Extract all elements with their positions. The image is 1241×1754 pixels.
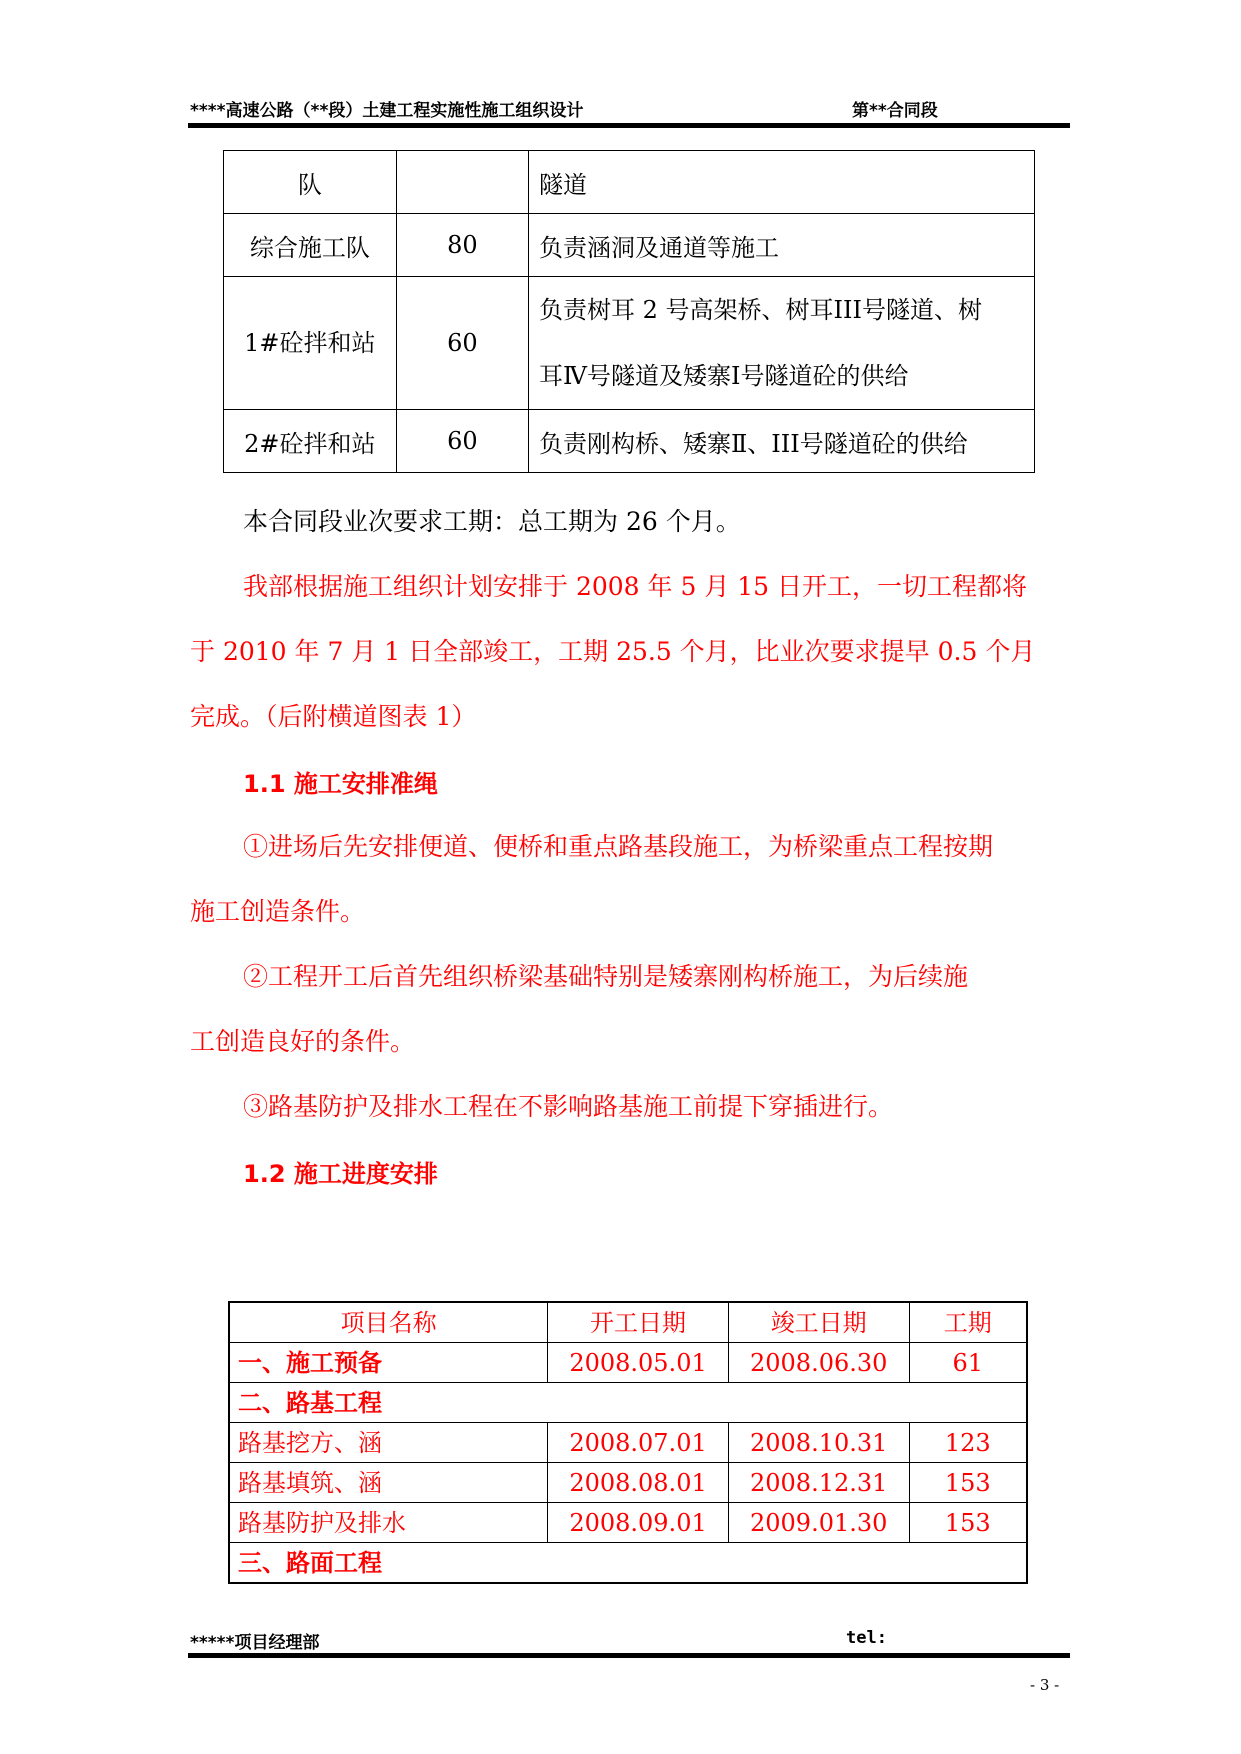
duty-line-2: 耳Ⅳ号隧道及矮寨Ⅰ号隧道砼的供给 — [539, 362, 909, 390]
category-cell: 二、路基工程 — [229, 1383, 1027, 1423]
section-heading-1-2: 1.2 施工进度安排 — [243, 1160, 438, 1188]
team-table — [223, 150, 1035, 473]
item-name-cell: 路基填筑、涵 — [229, 1463, 548, 1503]
duration-cell: 123 — [909, 1423, 1027, 1463]
end-date-cell: 2008.12.31 — [728, 1463, 909, 1503]
column-header: 竣工日期 — [728, 1302, 909, 1343]
schedule-line-2: 于 2010 年 7 月 1 日全部竣工，工期 25.5 个月，比业次要求提早 0.5 个月 — [190, 637, 1036, 666]
duration-cell: 61 — [909, 1343, 1027, 1383]
team-name-cell: 队 — [224, 151, 397, 214]
table-row — [229, 1543, 1027, 1584]
header-rule — [188, 123, 1070, 128]
category-cell: 三、路面工程 — [229, 1543, 1027, 1584]
page-footer — [188, 1628, 1068, 1652]
team-name-cell: 2#砼拌和站 — [224, 410, 397, 473]
header-title: ****高速公路（**段）土建工程实施性施工组织设计 — [190, 101, 584, 121]
principle-2-line-2: 工创造良好的条件。 — [190, 1027, 416, 1056]
team-count-cell: 60 — [396, 277, 528, 410]
team-count-cell: 80 — [396, 214, 528, 277]
table-row — [224, 214, 1035, 277]
footer-tel: tel: — [846, 1628, 887, 1648]
principle-item-1 — [190, 814, 1070, 944]
footer-department: *****项目经理部 — [190, 1633, 320, 1653]
table-row — [224, 277, 1035, 410]
team-duty-cell: 隧道 — [529, 151, 1035, 214]
total-period-paragraph: 本合同段业次要求工期：总工期为 26 个月。 — [243, 507, 741, 536]
duration-cell: 153 — [909, 1463, 1027, 1503]
table-row — [229, 1383, 1027, 1423]
item-name-cell: 路基防护及排水 — [229, 1503, 548, 1543]
item-name-cell: 路基挖方、涵 — [229, 1423, 548, 1463]
duty-line-1: 负责树耳 2 号高架桥、树耳III号隧道、树 — [539, 296, 982, 324]
section-heading-1-1: 1.1 施工安排准绳 — [243, 770, 438, 798]
principle-1-line-1: ①进场后先安排便道、便桥和重点路基段施工，为桥梁重点工程按期 — [243, 832, 994, 861]
end-date-cell: 2009.01.30 — [728, 1503, 909, 1543]
start-date-cell: 2008.07.01 — [548, 1423, 729, 1463]
page-number: - 3 - — [1030, 1676, 1060, 1694]
table-row — [229, 1423, 1027, 1463]
team-name-cell: 综合施工队 — [224, 214, 397, 277]
table-row — [229, 1503, 1027, 1543]
header-section: 第**合同段 — [852, 101, 938, 121]
team-duty-cell — [529, 277, 1035, 410]
team-count-cell: 60 — [396, 410, 528, 473]
team-name-cell: 1#砼拌和站 — [224, 277, 397, 410]
end-date-cell: 2008.10.31 — [728, 1423, 909, 1463]
column-header: 开工日期 — [548, 1302, 729, 1343]
table-row — [224, 410, 1035, 473]
team-duty-cell: 负责刚构桥、矮寨Ⅱ、III号隧道砼的供给 — [529, 410, 1035, 473]
table-row — [224, 151, 1035, 214]
schedule-paragraph — [190, 554, 1070, 749]
duration-cell: 153 — [909, 1503, 1027, 1543]
principle-3-line: ③路基防护及排水工程在不影响路基施工前提下穿插进行。 — [243, 1092, 894, 1121]
page-header — [188, 96, 1068, 122]
principle-1-line-2: 施工创造条件。 — [190, 897, 366, 926]
team-duty-cell: 负责涵洞及通道等施工 — [529, 214, 1035, 277]
end-date-cell: 2008.06.30 — [728, 1343, 909, 1383]
table-header-row — [229, 1302, 1027, 1343]
team-count-cell — [396, 151, 528, 214]
principle-item-2 — [190, 944, 1070, 1074]
schedule-line-1: 我部根据施工组织计划安排于 2008 年 5 月 15 日开工，一切工程都将 — [243, 572, 1028, 601]
column-header: 工期 — [909, 1302, 1027, 1343]
start-date-cell: 2008.08.01 — [548, 1463, 729, 1503]
item-name-cell: 一、施工预备 — [229, 1343, 548, 1383]
schedule-line-3: 完成。（后附横道图表 1） — [190, 702, 477, 731]
start-date-cell: 2008.05.01 — [548, 1343, 729, 1383]
schedule-table — [228, 1301, 1028, 1584]
table-row — [229, 1343, 1027, 1383]
table-row — [229, 1463, 1027, 1503]
principle-2-line-1: ②工程开工后首先组织桥梁基础特别是矮寨刚构桥施工，为后续施 — [243, 962, 969, 991]
footer-rule — [188, 1653, 1070, 1658]
principle-item-3 — [190, 1074, 1070, 1139]
column-header: 项目名称 — [229, 1302, 548, 1343]
start-date-cell: 2008.09.01 — [548, 1503, 729, 1543]
